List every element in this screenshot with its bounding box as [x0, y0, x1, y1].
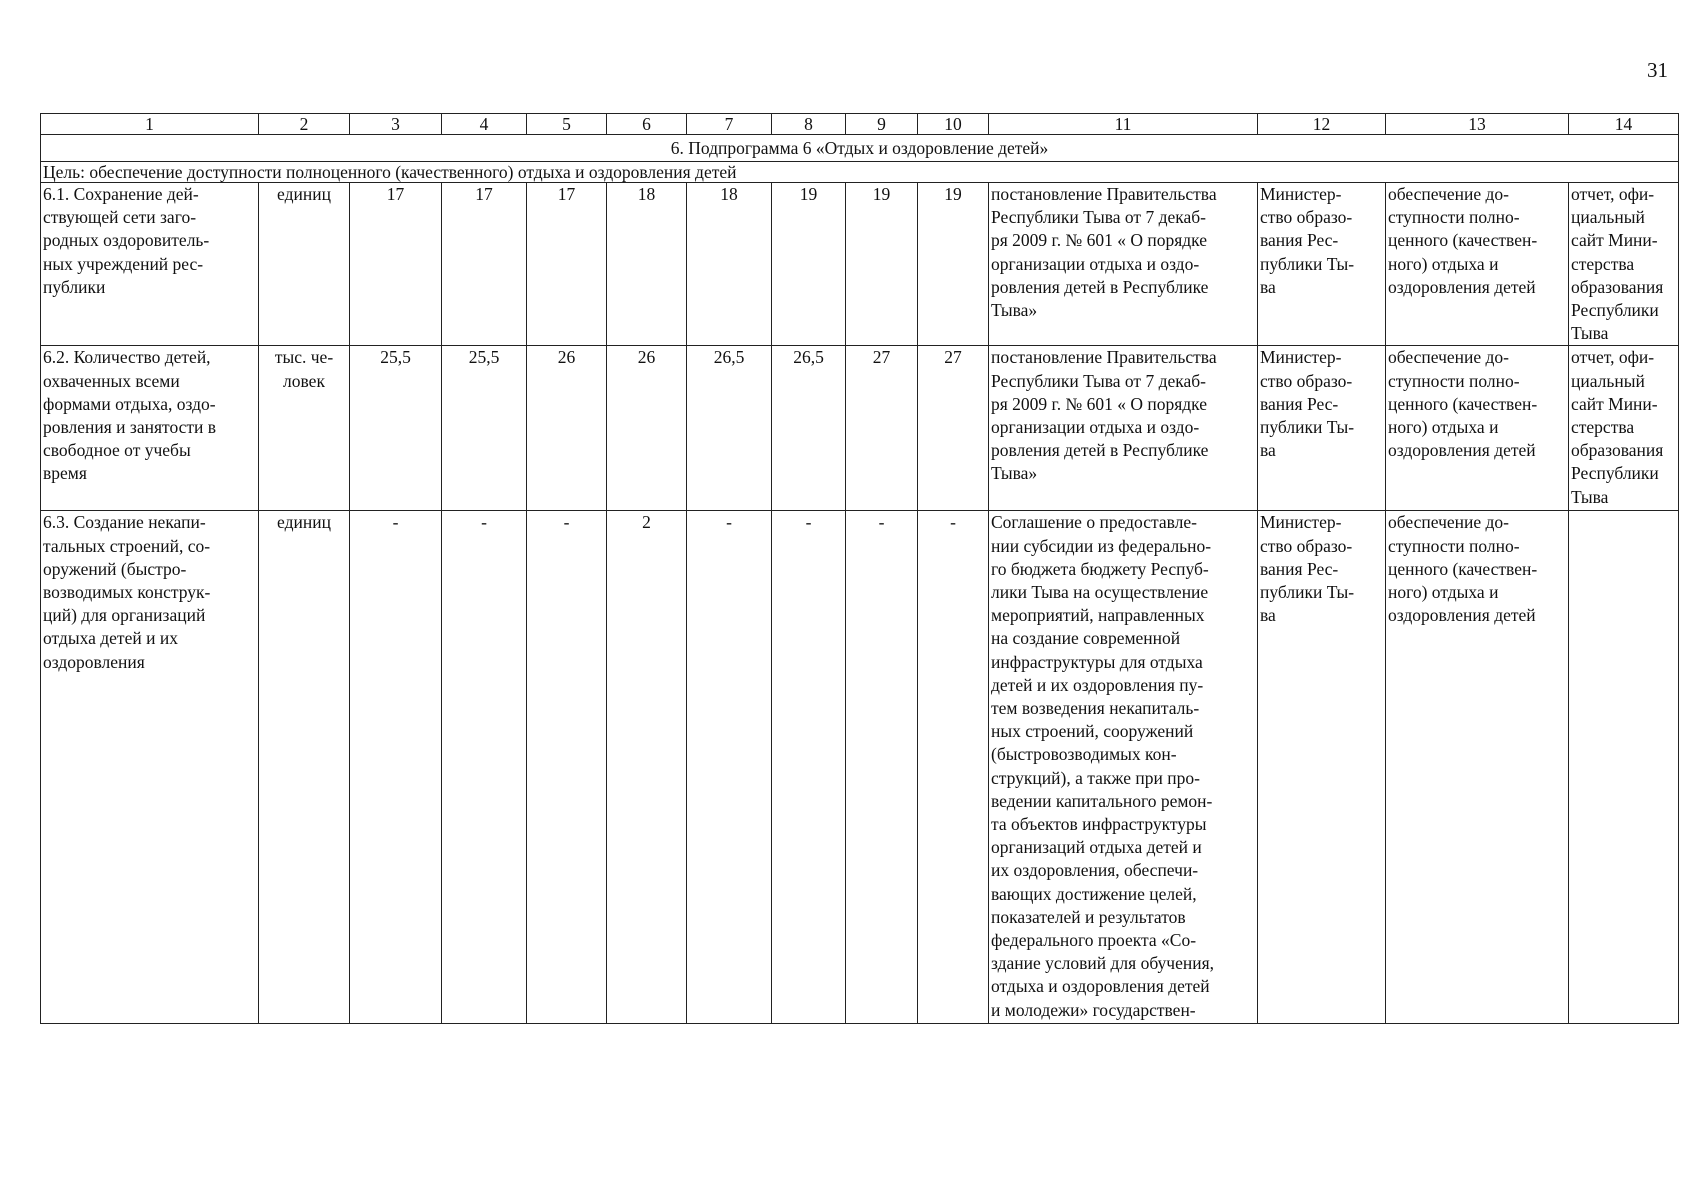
column-number: 8 [772, 114, 846, 135]
unit-of-measure: единиц [259, 511, 350, 1024]
value-cell: - [442, 511, 527, 1024]
responsible-body: Министер- ство образо- вания Рес- публики Ты- ва [1258, 346, 1386, 511]
legal-basis: Соглашение о предоставле- нии субсидии из федерально- го бюджета бюджету Респуб- лики Тыва на осуществление мероприятий, направленных на создание современной инфраструктуры для отдыха детей и их оздоровления пу- тем возведения некапиталь- ных строений, сооружений (быстровозводимых кон- струкций), а также при про- ведении капитального ремон- та объектов инфраструктуры организаций отдыха детей и их оздоровления, обеспечи- вающих достижение целей, показателей и результатов федерального проекта «Со- здание условий для обучения, отдыха и оздоровления детей и молодежи» государствен- [989, 511, 1258, 1024]
column-number: 4 [442, 114, 527, 135]
value-cell: - [918, 511, 989, 1024]
indicators-table [40, 113, 1679, 1024]
value-cell: 26 [607, 346, 687, 511]
table-row [41, 183, 1679, 346]
column-number: 12 [1258, 114, 1386, 135]
goal-row [41, 162, 1679, 183]
column-number: 13 [1386, 114, 1569, 135]
value-cell: 25,5 [350, 346, 442, 511]
section-title-row [41, 135, 1679, 162]
value-cell: 27 [918, 346, 989, 511]
expected-result: обеспечение до- ступности полно- ценного (качествен- ного) отдыха и оздоровления детей [1386, 511, 1569, 1024]
column-number: 5 [527, 114, 607, 135]
value-cell: - [527, 511, 607, 1024]
value-cell: 19 [918, 183, 989, 346]
legal-basis: постановление Правительства Республики Тыва от 7 декаб- ря 2009 г. № 601 « О порядке организации отдыха и оздо- ровления детей в Республике Тыва» [989, 346, 1258, 511]
legal-basis: постановление Правительства Республики Тыва от 7 декаб- ря 2009 г. № 601 « О порядке организации отдыха и оздо- ровления детей в Республике Тыва» [989, 183, 1258, 346]
column-number: 2 [259, 114, 350, 135]
value-cell: 2 [607, 511, 687, 1024]
value-cell: 17 [527, 183, 607, 346]
responsible-body: Министер- ство образо- вания Рес- публики Ты- ва [1258, 511, 1386, 1024]
value-cell: 18 [687, 183, 772, 346]
value-cell: 27 [846, 346, 918, 511]
value-cell: - [687, 511, 772, 1024]
value-cell: - [846, 511, 918, 1024]
table-row [41, 511, 1679, 1024]
table-row [41, 346, 1679, 511]
value-cell: - [772, 511, 846, 1024]
column-number: 3 [350, 114, 442, 135]
value-cell: 26,5 [687, 346, 772, 511]
unit-of-measure: единиц [259, 183, 350, 346]
report-source: отчет, офи- циальный сайт Мини- стерства образования Республики Тыва [1569, 346, 1679, 511]
report-source [1569, 511, 1679, 1024]
value-cell: 19 [846, 183, 918, 346]
report-source: отчет, офи- циальный сайт Мини- стерства образования Республики Тыва [1569, 183, 1679, 346]
indicator-name: 6.1. Сохранение дей- ствующей сети заго- родных оздоровитель- ных учреждений рес- публики [41, 183, 259, 346]
indicator-name: 6.3. Создание некапи- тальных строений, со- оружений (быстро- возводимых конструк- ций) для организаций отдыха детей и их оздоровления [41, 511, 259, 1024]
value-cell: 17 [350, 183, 442, 346]
column-number: 1 [41, 114, 259, 135]
column-number: 9 [846, 114, 918, 135]
value-cell: 25,5 [442, 346, 527, 511]
value-cell: 17 [442, 183, 527, 346]
column-number: 6 [607, 114, 687, 135]
column-number: 14 [1569, 114, 1679, 135]
column-number: 11 [989, 114, 1258, 135]
section-title: 6. Подпрограмма 6 «Отдых и оздоровление детей» [41, 135, 1679, 162]
expected-result: обеспечение до- ступности полно- ценного (качествен- ного) отдыха и оздоровления детей [1386, 183, 1569, 346]
goal-text: Цель: обеспечение доступности полноценного (качественного) отдыха и оздоровления детей [41, 162, 1679, 183]
unit-of-measure: тыс. че- ловек [259, 346, 350, 511]
page-number: 31 [1647, 58, 1668, 82]
column-number-row [41, 114, 1679, 135]
expected-result: обеспечение до- ступности полно- ценного (качествен- ного) отдыха и оздоровления детей [1386, 346, 1569, 511]
column-number: 7 [687, 114, 772, 135]
value-cell: - [350, 511, 442, 1024]
responsible-body: Министер- ство образо- вания Рес- публики Ты- ва [1258, 183, 1386, 346]
value-cell: 19 [772, 183, 846, 346]
value-cell: 18 [607, 183, 687, 346]
value-cell: 26 [527, 346, 607, 511]
value-cell: 26,5 [772, 346, 846, 511]
column-number: 10 [918, 114, 989, 135]
indicator-name: 6.2. Количество детей, охваченных всеми формами отдыха, оздо- ровления и занятости в свободное от учебы время [41, 346, 259, 511]
